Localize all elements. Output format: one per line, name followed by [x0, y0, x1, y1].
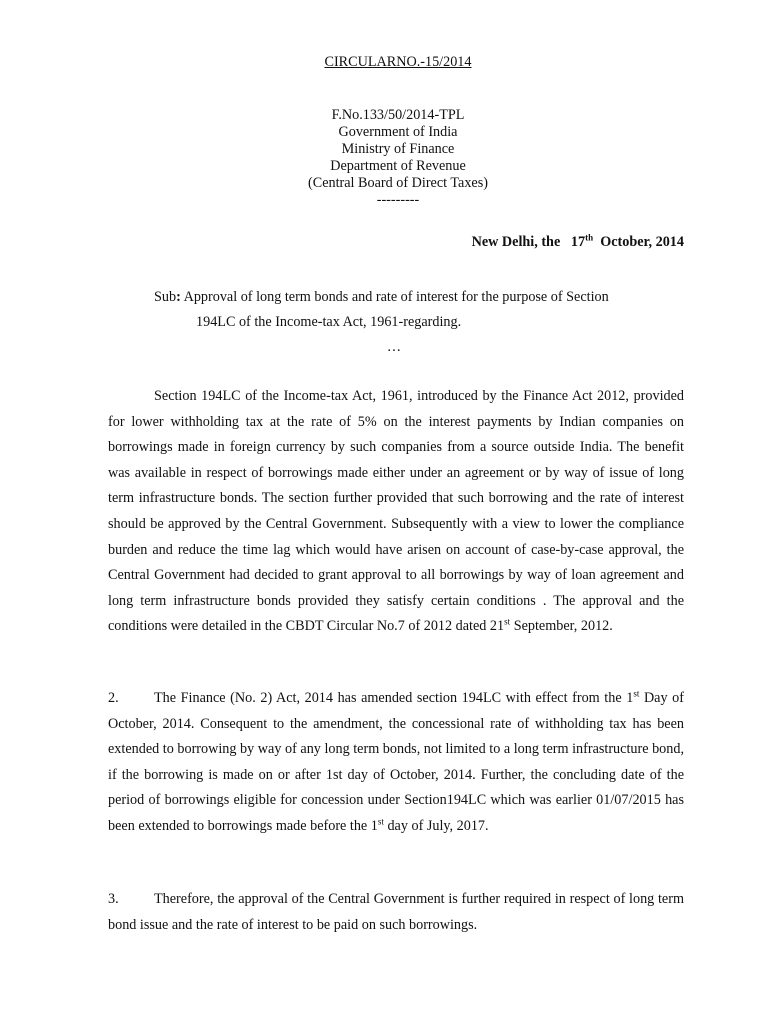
date-prefix: New Delhi, the [471, 234, 561, 250]
paragraph-1-sup: st [504, 616, 511, 627]
paragraph-2-text-a: The Finance (No. 2) Act, 2014 has amended section 194LC with effect from the 1 [154, 690, 634, 706]
paragraph-2-text-b: Day of October, 2014. Consequent to the amendment, the concessional rate of withholding tax has been extended to borrowing by way of any long term bonds, not limited to a long term infrastructure bond, if the borrowing is made on or after 1st day of October, 2014. Further, the concluding date of the period of borrowings eligible for concession under Section194LC which was earlier 01/07/2015 has been extended to borrowings made before the 1 [108, 690, 684, 834]
file-number: F.No.133/50/2014-TPL [331, 107, 465, 123]
paragraph-3 [108, 887, 684, 938]
date-day: 17 [570, 234, 586, 250]
paragraph-1 [108, 384, 684, 640]
subject-text-line2: 194LC of the Income-tax Act, 1961-regarding. [196, 314, 462, 330]
paragraph-2-sup-a: st [633, 688, 640, 699]
subject-ellipsis: … [386, 339, 402, 355]
paragraph-3-number: 3. [108, 891, 119, 907]
header-separator: --------- [376, 192, 420, 208]
date-day-suffix: th [585, 232, 594, 243]
letterhead [0, 107, 768, 209]
paragraph-2-number: 2. [108, 690, 119, 706]
paragraph-1-tail: September, 2012. [510, 618, 613, 635]
government-name: Government of India [338, 124, 458, 140]
board-name: (Central Board of Direct Taxes) [308, 175, 488, 191]
ministry-name: Ministry of Finance [341, 141, 455, 157]
paragraph-1-text: Section 194LC of the Income-tax Act, 1961, introduced by the Finance Act 2012, provided for lower withholding tax at the rate of 5% on the interest payments by Indian companies on borrowings made in foreign currency by such companies from a source outside India. The benefit was available in respect of borrowings made either under an agreement or by way of issue of long term infrastructure bonds. The section further provided that such borrowing and the rate of interest should be approved by the Central Government. Subsequently with a view to lower the compliance burden and reduce the time lag which would have arisen on account of case-by-case approval, the Central Government had decided to grant approval to all borrowings by way of loan agreement and long term infrastructure bonds provided they satisfy certain conditions . The approval and the conditions were detailed in the CBDT Circular No.7 of 2012 dated 21 [108, 388, 684, 635]
paragraph-2-text-c: day of July, 2017. [383, 817, 489, 834]
department-name: Department of Revenue [330, 158, 466, 174]
subject-label: Sub [154, 289, 177, 305]
subject-text-line1: Approval of long term bonds and rate of interest for the purpose of Section [183, 289, 609, 305]
paragraph-2-sup-b: st [377, 816, 384, 827]
date-rest: October, 2014 [600, 234, 684, 250]
circular-number: CIRCULARNO.-15/2014 [324, 54, 472, 70]
subject-line [154, 285, 684, 335]
paragraph-3-text: Therefore, the approval of the Central Government is further required in respect of long term bond issue and the rate of interest to be paid on such borrowings. [108, 891, 684, 933]
subject-colon: : [176, 289, 181, 305]
paragraph-2 [108, 686, 684, 840]
issue-date [472, 234, 684, 251]
